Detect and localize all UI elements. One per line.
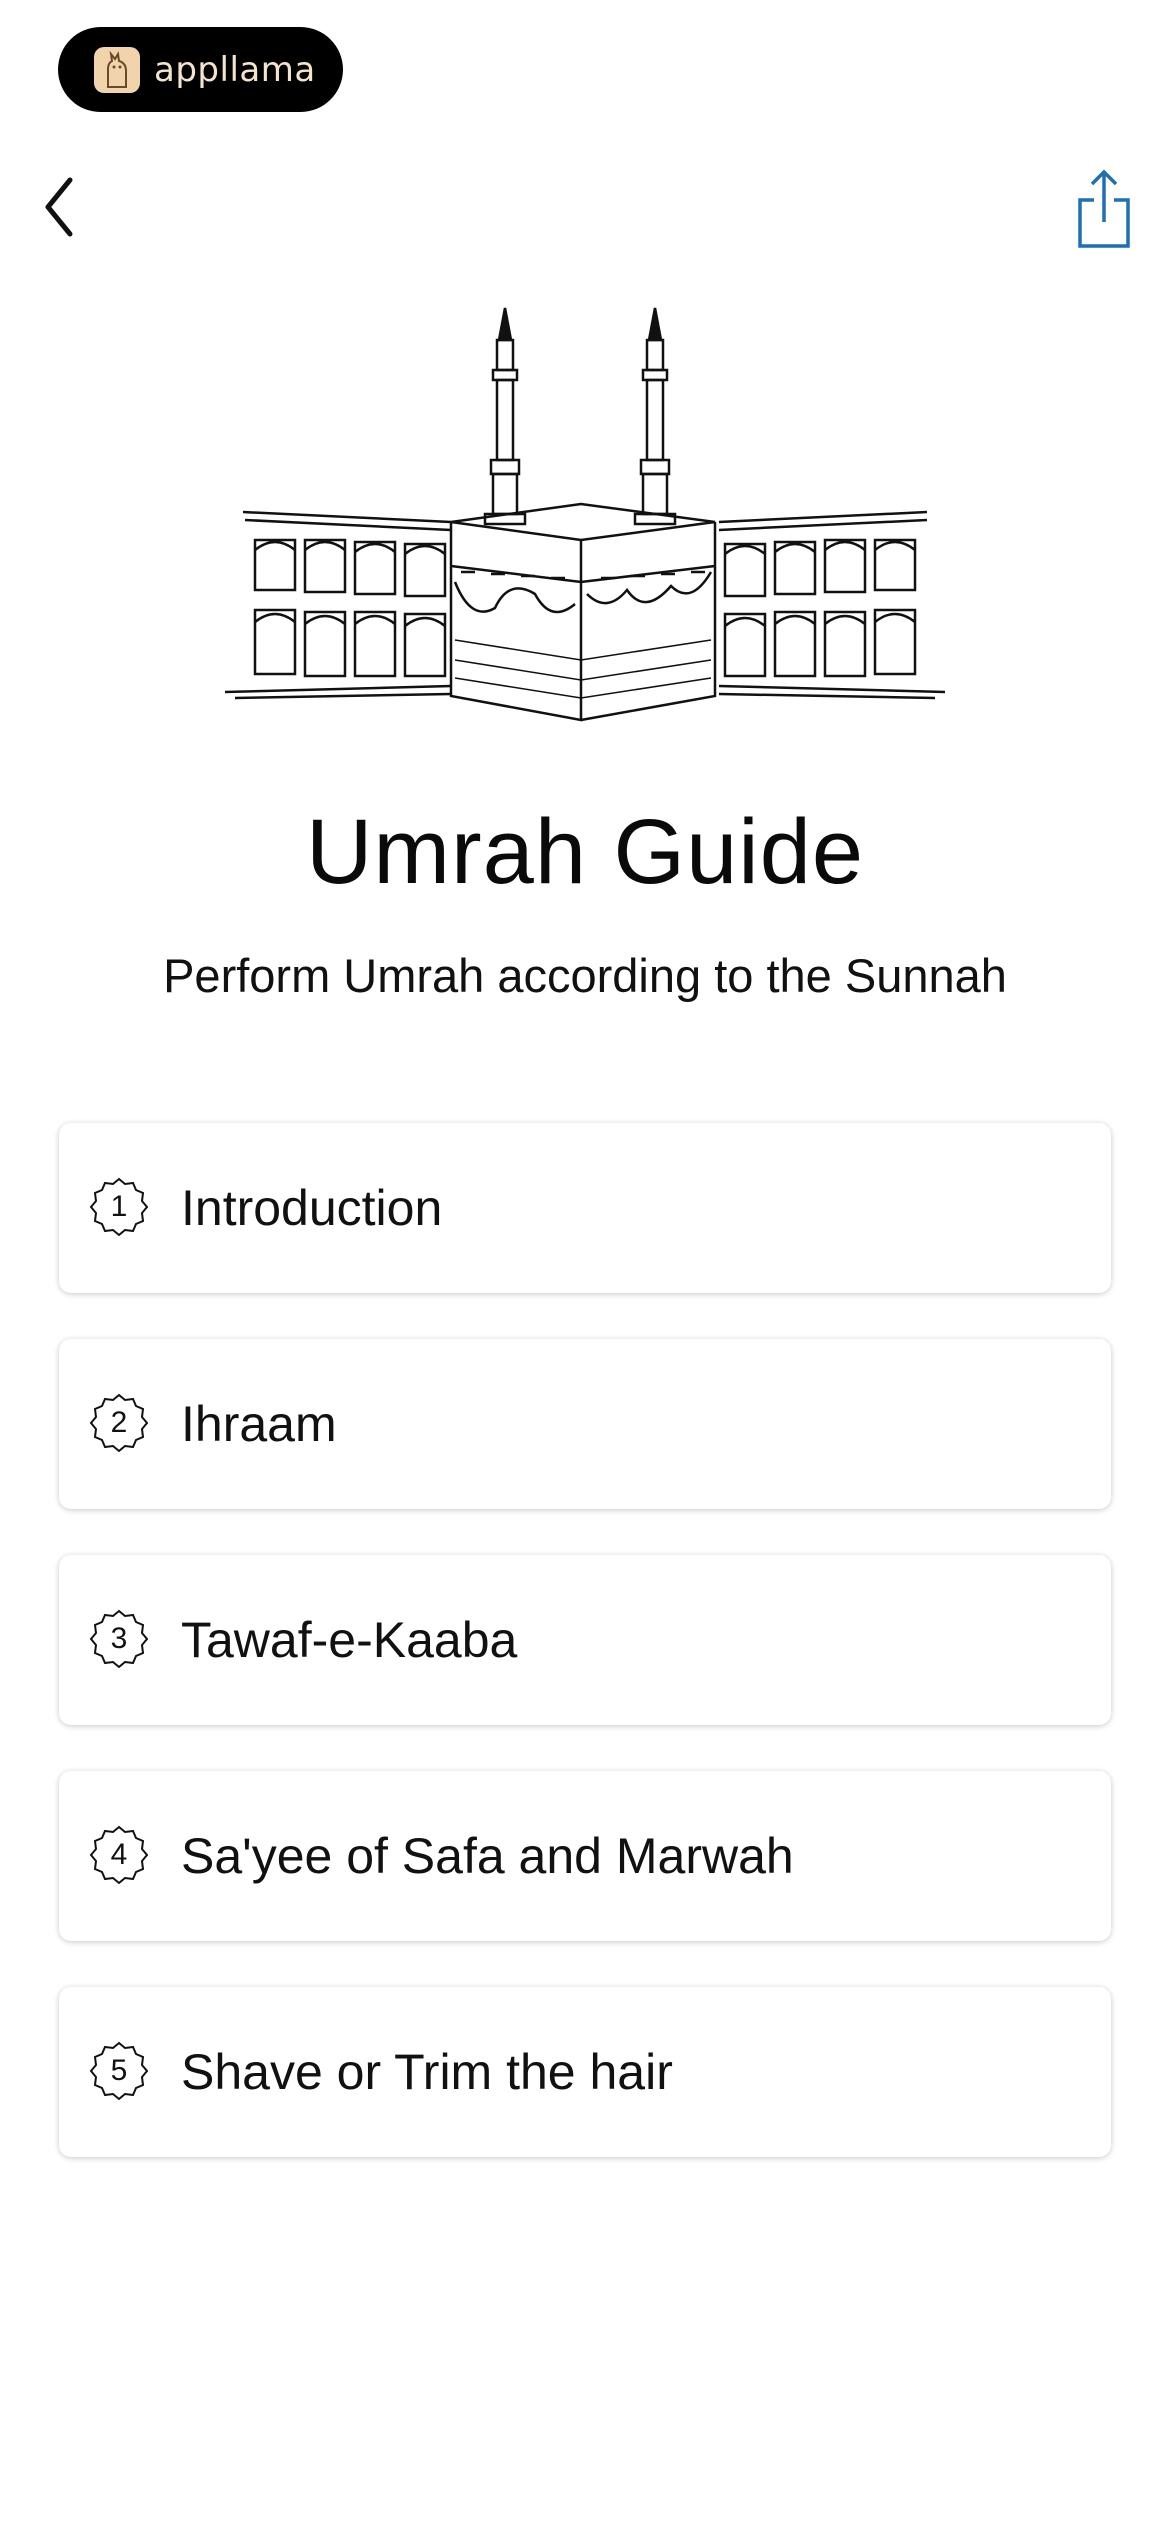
step-label: Sa'yee of Safa and Marwah — [181, 1828, 794, 1884]
share-icon — [1074, 168, 1134, 250]
back-button[interactable] — [40, 172, 80, 242]
brand-name: appllama — [154, 49, 316, 90]
step-number-badge: 5 — [87, 2040, 151, 2104]
step-label: Introduction — [181, 1180, 443, 1236]
chevron-left-icon — [40, 172, 80, 242]
step-item-sayee[interactable] — [59, 1771, 1111, 1941]
step-number-badge: 3 — [87, 1608, 151, 1672]
step-label: Shave or Trim the hair — [181, 2044, 673, 2100]
step-item-ihraam[interactable] — [59, 1339, 1111, 1509]
arcade-right — [725, 540, 915, 676]
step-number-badge: 1 — [87, 1176, 151, 1240]
minaret-right — [635, 308, 675, 524]
step-number-badge: 2 — [87, 1392, 151, 1456]
share-button[interactable] — [1074, 168, 1134, 250]
arcade-left — [255, 540, 445, 676]
steps-list — [59, 1123, 1111, 2203]
minaret-left — [485, 308, 525, 524]
kaaba-illustration — [215, 300, 955, 740]
appllama-badge — [58, 27, 343, 112]
step-label: Ihraam — [181, 1396, 337, 1452]
page-title: Umrah Guide — [305, 801, 865, 903]
kaaba — [451, 504, 715, 720]
step-number-badge: 4 — [87, 1824, 151, 1888]
llama-icon — [94, 47, 140, 93]
step-item-shave-trim[interactable] — [59, 1987, 1111, 2157]
step-item-tawaf[interactable] — [59, 1555, 1111, 1725]
page-subtitle: Perform Umrah according to the Sunnah — [163, 949, 1007, 1002]
step-item-introduction[interactable] — [59, 1123, 1111, 1293]
step-label: Tawaf-e-Kaaba — [181, 1612, 518, 1668]
